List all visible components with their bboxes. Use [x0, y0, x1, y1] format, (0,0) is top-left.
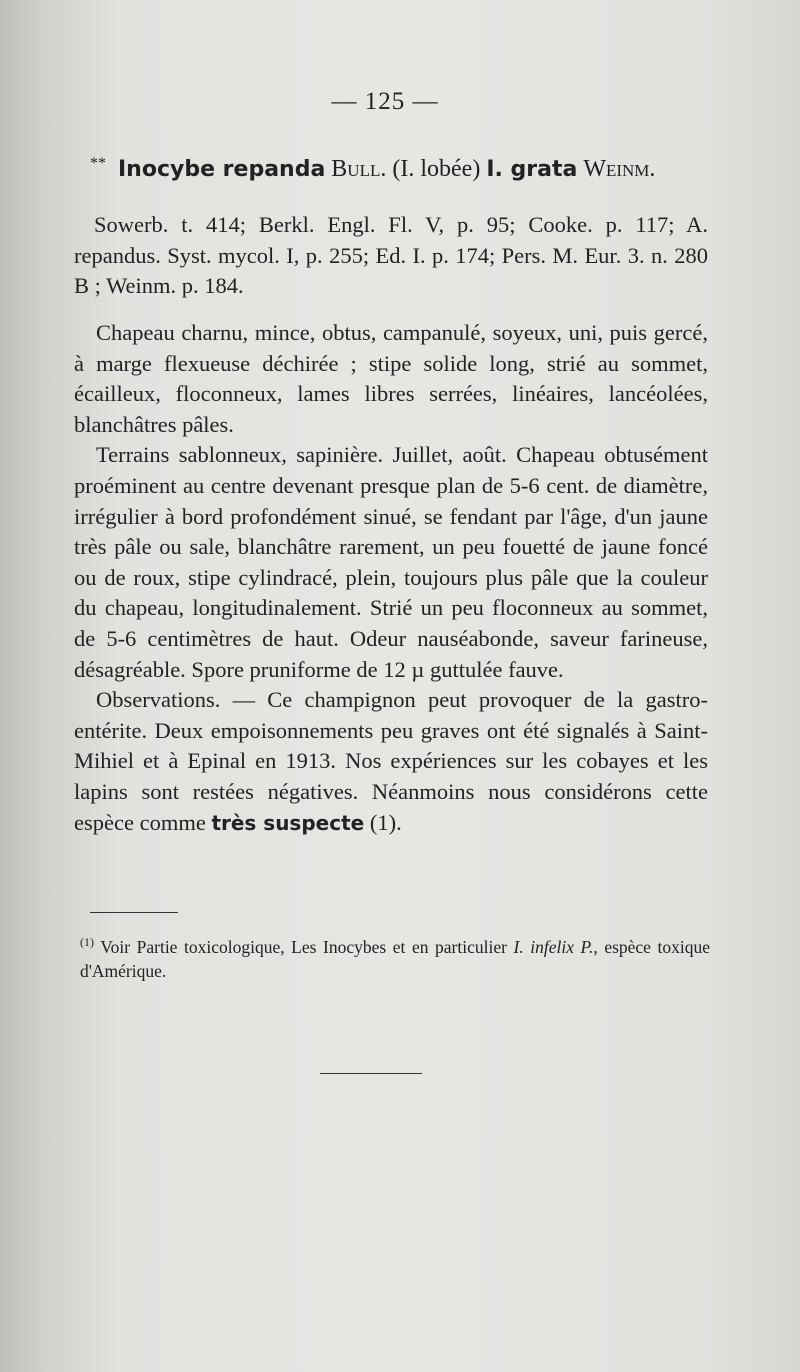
end-rule — [320, 1073, 422, 1074]
common-name: (I. lobée) — [392, 156, 481, 182]
page-number: — 125 — — [331, 88, 439, 115]
observations-text: Observations. — Ce champignon peut provoquer de la gastro-entérite. Deux empoisonnements peu graves ont été signalés à Saint-Mihiel et à Epinal en 1913. Nos expériences sur les cobayes et les lapins sont restées négatives. Néanmoins nous considérons cette espèce comme — [74, 687, 708, 835]
habitat-paragraph: Terrains sablonneux, sapinière. Juillet, août. Chapeau obtusément proéminent au centre devenant presque plan de 5-6 cent. de diamètre, irrégulier à bord profondément sinué, se fendant par l'âge, d'un jaune très pâle ou sale, blanchâtre rarement, un peu fouetté de jaune foncé ou de roux, stipe cylindracé, plein, toujours plus pâle que la couleur du chapeau, longitudinalement. Strié un peu floconneux au sommet, de 5-6 centimètres de haut. Odeur nauséabonde, saveur farineuse, désagréable. Spore pruniforme de 12 µ guttulée fauve. — [74, 442, 708, 682]
description-block — [74, 318, 708, 838]
synonym-name: I. grata — [486, 157, 578, 182]
footnote — [80, 930, 710, 983]
description-paragraph: Chapeau charnu, mince, obtus, campanulé, soyeux, uni, puis gercé, à marge flexueuse déchirée ; stipe solide long, strié au sommet, écailleux, floconneux, lames libres serrées, linéaires, lancéolées, blanchâtres pâles. — [74, 320, 708, 437]
references-paragraph: Sowerb. t. 414; Berkl. Engl. Fl. V, p. 95; Cooke. p. 117; A. repandus. Syst. mycol. I, p. 255; Ed. I. p. 174; Pers. M. Eur. 3. n. 280 B ; Weinm. p. 184. — [74, 212, 708, 299]
asterisks-mark: ** — [90, 155, 106, 172]
references-block — [74, 210, 708, 302]
footnote-separator — [90, 912, 178, 913]
footnote-text-start: Voir Partie toxicologique, Les Inocybes et en particulier — [100, 936, 507, 957]
footnote-reference: (1). — [369, 809, 402, 835]
species-author: Bull. — [331, 156, 387, 182]
footnote-marker: (1) — [80, 935, 94, 949]
footnote-species: I. infelix P. — [513, 936, 594, 957]
synonym-author: Weinm. — [583, 156, 656, 182]
species-heading — [90, 155, 710, 183]
observations-paragraph — [74, 685, 708, 838]
footnote-text-end: , espèce toxique d'Amérique. — [80, 936, 710, 981]
suspect-label: très suspecte — [211, 810, 365, 835]
species-name: Inocybe repanda — [118, 157, 326, 182]
